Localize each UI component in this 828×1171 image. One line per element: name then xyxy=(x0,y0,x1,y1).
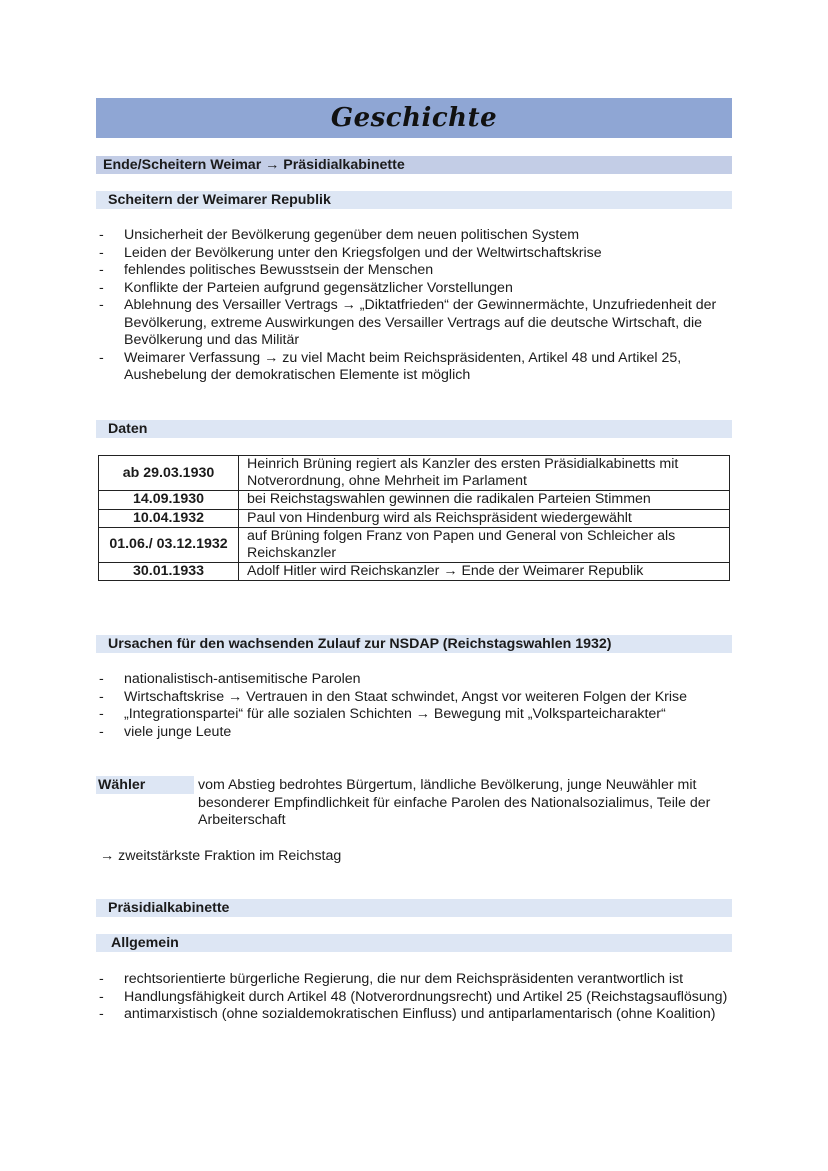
list-item: - „Integrationspartei“ für alle sozialen Schichten → Bewegung mit „Volksparteicharakter“ xyxy=(99,706,666,722)
heading-nsdap: Ursachen für den wachsenden Zulauf zur NSDAP (Reichstagswahlen 1932) xyxy=(96,635,732,653)
failure-list xyxy=(96,227,736,385)
date-cell: 14.09.1930 xyxy=(99,491,239,509)
list-item: - rechtsorientierte bürgerliche Regierung, die nur dem Reichspräsidenten verantwortlich ist xyxy=(99,971,684,987)
page-title: Geschichte xyxy=(330,103,498,133)
date-cell: 01.06./ 03.12.1932 xyxy=(99,527,239,562)
list-item: - Handlungsfähigkeit durch Artikel 48 (Notverordnungsrecht) und Artikel 25 (Reichstagsauflösung) xyxy=(99,988,728,1005)
event-cell: auf Brüning folgen Franz von Papen und General von Schleicher als Reichskanzler xyxy=(239,527,730,562)
general-list xyxy=(96,971,736,1024)
voters-text: vom Abstieg bedrohtes Bürgertum, ländliche Bevölkerung, junge Neuwähler mit besonderer Empfindlichkeit für einfache Parolen des Nationalsozialimus, Teile der Arbeiterschaft xyxy=(198,777,711,828)
dates-table xyxy=(98,455,730,581)
heading-failure: Scheitern der Weimarer Republik xyxy=(96,191,732,209)
table-row xyxy=(99,491,730,509)
heading-dates: Daten xyxy=(96,420,732,438)
list-item: - Unsicherheit der Bevölkerung gegenüber dem neuen politischen System xyxy=(99,227,580,243)
list-item: - Wirtschaftskrise → Vertrauen in den Staat schwindet, Angst vor weiteren Folgen der Krise xyxy=(99,688,688,705)
heading-general: Allgemein xyxy=(96,934,732,952)
list-item: - Konflikte der Parteien aufgrund gegensätzlicher Vorstellungen xyxy=(99,279,513,296)
list-item: - fehlendes politisches Bewusstsein der Menschen xyxy=(99,262,434,278)
list-item: - Weimarer Verfassung → zu viel Macht beim Reichspräsidenten, Artikel 48 und Artikel 25, Aushebelung der demokratischen Elemente ist möglich xyxy=(99,349,682,383)
date-cell: 30.01.1933 xyxy=(99,563,239,581)
nsdap-list xyxy=(96,671,736,741)
voters-label: Wähler xyxy=(96,776,194,794)
table-row xyxy=(99,509,730,527)
table-row xyxy=(99,456,730,491)
table-row xyxy=(99,527,730,562)
list-item: - nationalistisch-antisemitische Parolen xyxy=(99,671,361,687)
event-cell: bei Reichstagswahlen gewinnen die radikalen Parteien Stimmen xyxy=(239,491,730,509)
main-heading: Ende/Scheitern Weimar → Präsidialkabinette xyxy=(96,156,732,174)
conclusion-text: → zweitstärkste Fraktion im Reichstag xyxy=(100,848,342,864)
event-cell: Paul von Hindenburg wird als Reichspräsident wiedergewählt xyxy=(239,509,730,527)
title-banner xyxy=(96,98,732,138)
list-item: - viele junge Leute xyxy=(99,723,232,740)
table-row xyxy=(99,563,730,581)
list-item: - Leiden der Bevölkerung unter den Kriegsfolgen und der Weltwirtschaftskrise xyxy=(99,244,602,261)
list-item: - antimarxistisch (ohne sozialdemokratischen Einfluss) und antiparlamentarisch (ohne Koalition) xyxy=(99,1006,716,1022)
event-cell: Adolf Hitler wird Reichskanzler → Ende der Weimarer Republik xyxy=(239,563,730,581)
date-cell: 10.04.1932 xyxy=(99,509,239,527)
heading-cabinets: Präsidialkabinette xyxy=(96,899,732,917)
date-cell: ab 29.03.1930 xyxy=(99,456,239,491)
list-item: - Ablehnung des Versailler Vertrags → „Diktatfrieden“ der Gewinnermächte, Unzufriedenheit der Bevölkerung, extreme Auswirkungen des Versailler Vertrags auf die deutsche Wirtschaft, die Bevölkerung und das Militär xyxy=(99,297,717,348)
event-cell: Heinrich Brüning regiert als Kanzler des ersten Präsidialkabinetts mit Notverordnung, ohne Mehrheit im Parlament xyxy=(239,456,730,491)
